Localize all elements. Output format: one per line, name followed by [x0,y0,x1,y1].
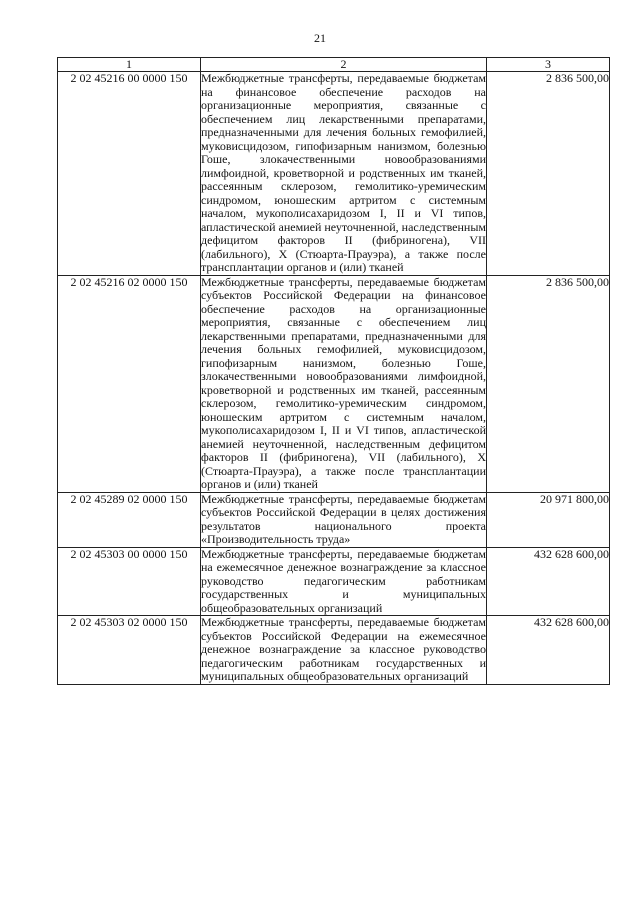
description-cell: Межбюджетные трансферты, передаваемые бюджетам на финансовое обеспечение расходов на организационные мероприятия, связанные с обеспечением лиц лекарственными препаратами, предназначенными для лечения больных гемофилией, муковисцидозом, гипофизарным нанизмом, болезнью Гоше, злокачественными новообразованиями лимфоидной, кроветворной и родственных им тканей, рассеянным склерозом, гемолитико-уремическим синдромом, юношеским артритом с системным началом, мукополисахаридозом I, II и VI типов, апластической анемией неуточненной, наследственным дефицитом факторов II (фибриногена), VII (лабильного), X (Стюарта-Прауэра), а также после трансплантации органов и (или) тканей [201,71,486,274]
table-row [58,275,610,492]
amount-cell: 20 971 800,00 [487,492,610,547]
page-number: 21 [314,31,326,45]
table-body [58,72,610,685]
table-row [58,72,610,276]
table-header [58,58,610,72]
column-header-description: 2 [201,58,487,72]
amount-cell: 432 628 600,00 [487,547,610,616]
description-cell: Межбюджетные трансферты, передаваемые бюджетам на ежемесячное денежное вознаграждение за классное руководство педагогическим работникам государственных и муниципальных общеобразовательных организаций [201,546,486,615]
table-row [58,616,610,685]
table-header-row [58,58,610,72]
table-row [58,492,610,547]
amount-cell: 2 836 500,00 [487,275,610,492]
budget-code-cell: 2 02 45216 02 0000 150 [58,275,201,492]
budget-code-cell: 2 02 45216 00 0000 150 [58,72,201,276]
description-cell: Межбюджетные трансферты, передаваемые бюджетам субъектов Российской Федерации на финансовое обеспечение расходов на организационные мероприятия, связанные с обеспечением лиц лекарственными препаратами, предназначенными для лечения больных гемофилией, муковисцидозом, гипофизарным нанизмом, болезнью Гоше, злокачественными новообразованиями лимфоидной, кроветворной и родственных им тканей, рассеянным склерозом, гемолитико-уремическим синдромом, юношеским артритом с системным началом, мукополисахаридозом I, II и VI типов, апластической анемией неуточненной, наследственным дефицитом факторов II (фибриногена), VII (лабильного), X (Стюарта-Прауэра), а также после трансплантации органов и (или) тканей [201,274,486,491]
column-header-code: 1 [58,58,201,72]
description-cell: Межбюджетные трансферты, передаваемые бюджетам субъектов Российской Федерации в целях достижения результатов национального проекта «Производительность труда» [201,491,486,546]
amount-cell: 2 836 500,00 [487,72,610,276]
budget-code-cell: 2 02 45303 02 0000 150 [58,616,201,685]
table-row [58,547,610,616]
budget-revenue-table [57,57,610,685]
amount-cell: 432 628 600,00 [487,616,610,685]
description-cell: Межбюджетные трансферты, передаваемые бюджетам субъектов Российской Федерации на ежемесячное денежное вознаграждение за классное руководство педагогическим работникам государственных и муниципальных общеобразовательных организаций [201,615,486,683]
budget-code-cell: 2 02 45289 02 0000 150 [58,492,201,547]
budget-code-cell: 2 02 45303 00 0000 150 [58,547,201,616]
column-header-amount: 3 [487,58,610,72]
